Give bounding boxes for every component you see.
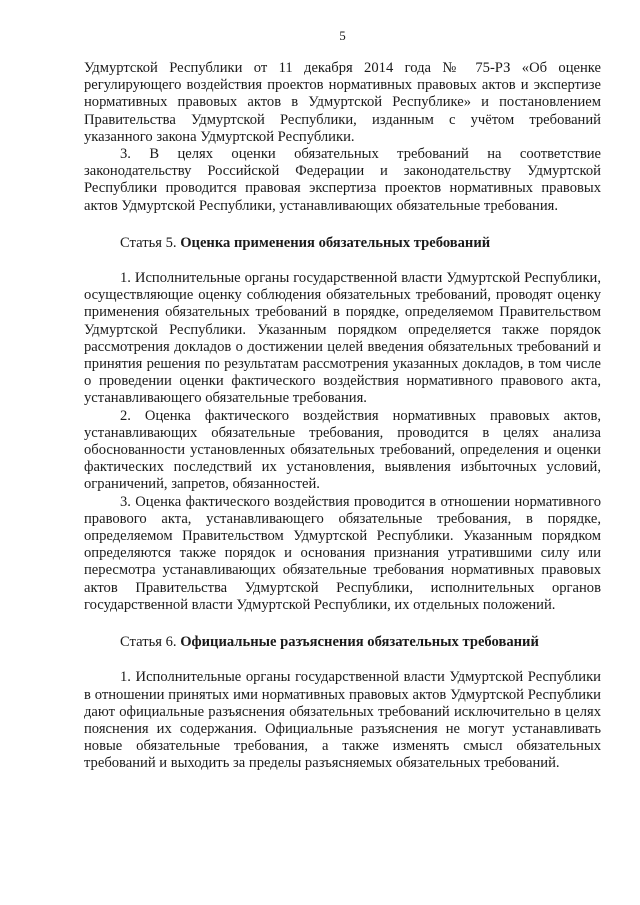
article-6-prefix: Статья 6. xyxy=(120,634,181,651)
intro-paragraph: Удмуртской Республики от 11 декабря 2014 года № 75-РЗ «Об оценке регулирующего воздействия проектов нормативных правовых актов и экспертизе нормативных правовых актов в Удмуртской Республике» и постановлением Правительства Удмуртской Республики, изданным с учётом требований указанного закона Удмуртской Республики. xyxy=(84,60,601,145)
article-5-prefix: Статья 5. xyxy=(120,234,181,251)
page-number: 5 xyxy=(339,28,346,43)
article-5-heading xyxy=(84,235,601,252)
article-5-title: Оценка применения обязательных требований xyxy=(180,234,491,251)
article-6-paragraph-1: 1. Исполнительные органы государственной власти Удмуртской Республики в отношении принятых ими нормативных правовых актов Удмуртской Республики дают официальные разъяснения обязательных требований исключительно в целях пояснения их содержания. Официальные разъяснения не могут устанавливать новые обязательные требования, а также изменять смысл обязательных требований и выходить за пределы разъясняемых обязательных требований. xyxy=(84,669,601,772)
article-5-paragraph-2: 2. Оценка фактического воздействия нормативных правовых актов, устанавливающих обязательные требования, проводится в целях анализа обоснованности установленных обязательных требований, определения и оценки фактических последствий их установления, выявления избыточных условий, ограничений, запретов, обязанностей. xyxy=(84,407,601,493)
document-page xyxy=(84,28,601,773)
article-5-paragraph-1: 1. Исполнительные органы государственной власти Удмуртской Республики, осуществляющие оценку соблюдения обязательных требований, проводят оценку применения обязательных требований в порядке, определяемом Правительством Удмуртской Республики. Указанным порядком определяется также порядок рассмотрения докладов о достижении целей введения обязательных требований и принятия решения по результатам рассмотрения указанных докладов, в том числе о проведении оценки фактического воздействия нормативного правового акта, устанавливающего обязательные требования. xyxy=(84,270,601,407)
article-6-heading xyxy=(84,634,601,651)
article-6-title: Официальные разъяснения обязательных требований xyxy=(180,634,539,651)
article-5-paragraph-3: 3. Оценка фактического воздействия проводится в отношении нормативного правового акта, устанавливающего обязательные требования, в порядке, определяемом Правительством Удмуртской Республики. Указанным порядком определяются также порядок и основания признания утратившими силу или пересмотра устанавливающих обязательные требования нормативных правовых актов Правительства Удмуртской Республики, исполнительных органов государственной власти Удмуртской Республики, их отдельных положений. xyxy=(84,493,601,613)
paragraph-3: 3. В целях оценки обязательных требований на соответствие законодательству Российской Федерации и законодательству Удмуртской Республики проводится правовая экспертиза проектов нормативных правовых актов Удмуртской Республики, устанавливающих обязательные требования. xyxy=(84,146,601,214)
